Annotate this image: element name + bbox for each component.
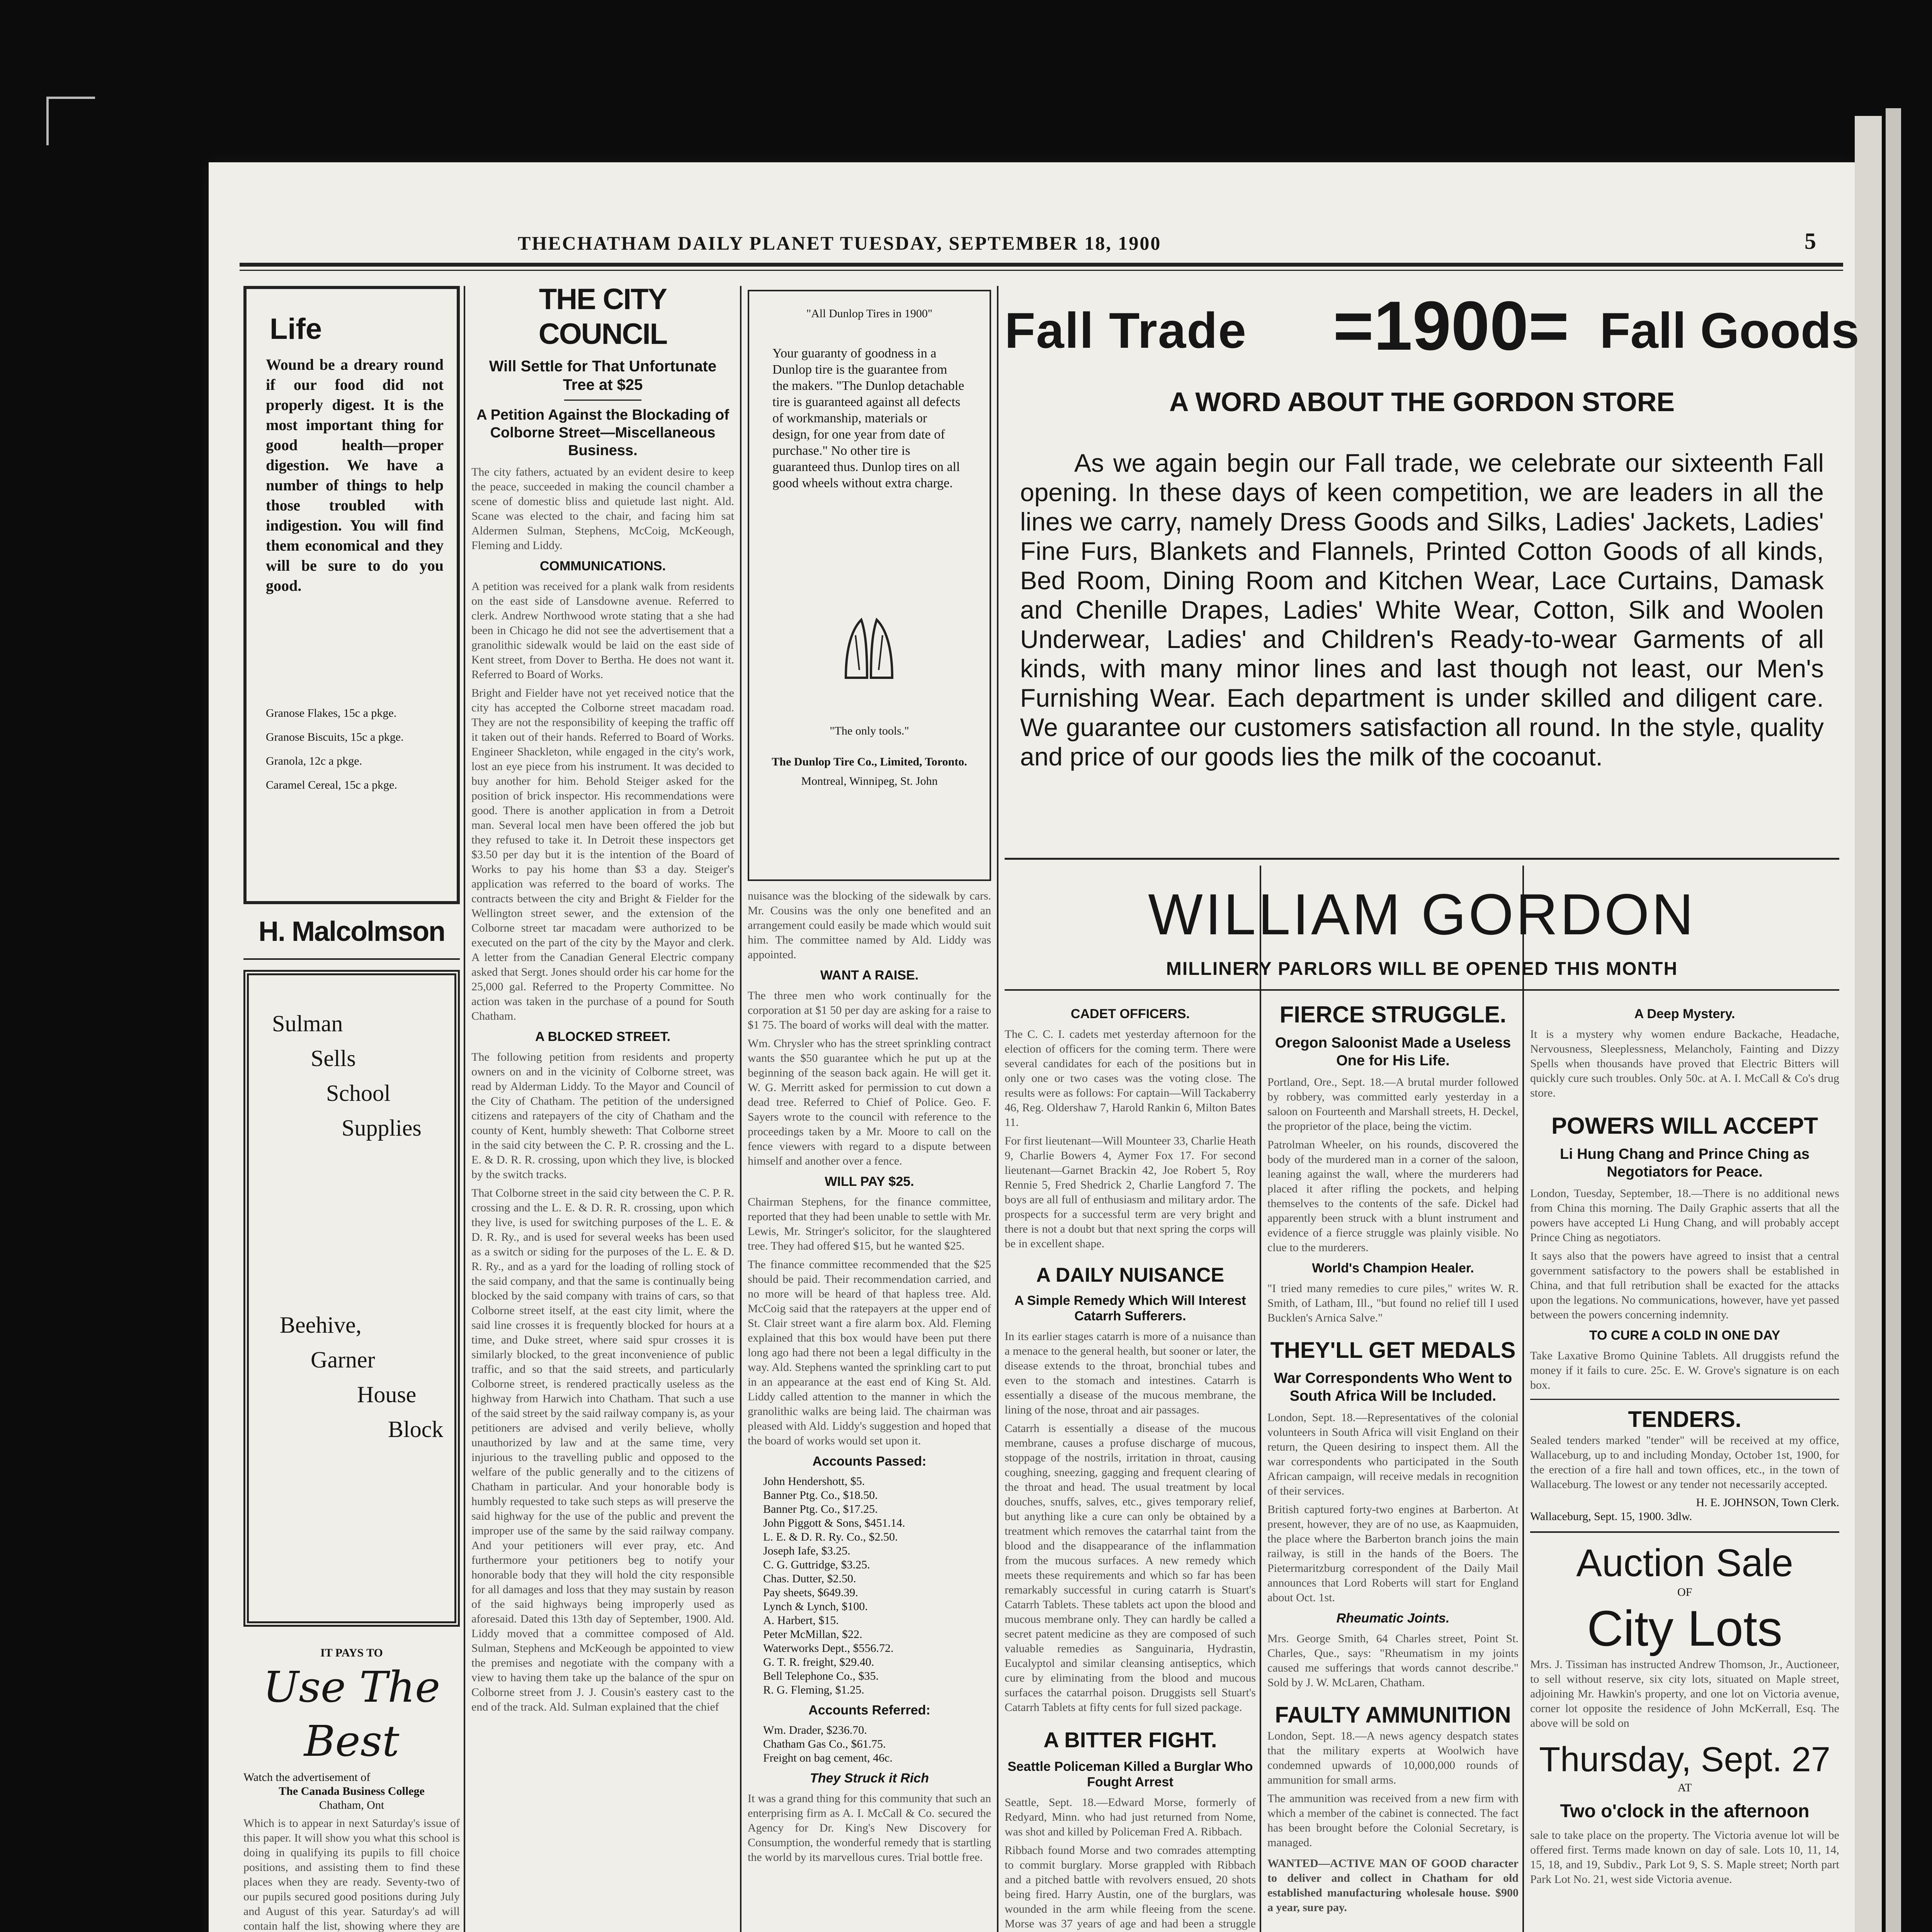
fall-trade-year: =1900= — [1333, 287, 1569, 365]
page-edge — [1886, 108, 1901, 1932]
dunlop-ad-body: Your guaranty of goodness in a Dunlop tire is the guarantee from the makers. "The Dunlop detachable tire is guaranteed against all defects of workmanship, materials or design, for one year from date of purchase." No other tire is guaranteed thus. Dunlop tires on all good wheels without extra charge. — [772, 346, 964, 490]
business-college-body: Which is to appear in next Saturday's issue of this paper. It will show you what this school is doing in qualifying its pupils to fill choice positions, and assisting them to find these places when they are ready. Seventy-two of our pupils secured good positions during July and August of this year. Saturday's ad will contain half the list, showing where they are — [243, 1817, 460, 1932]
wanted-notice: WANTED—ACTIVE MAN OF GOOD character to deliver and collect in Chatham for old established manufacturing wholesale house. $900 a year, sure pay. — [1267, 1857, 1519, 1914]
daily-nuisance-headline: A DAILY NUISANCE — [1036, 1264, 1225, 1286]
column-seven: A Deep Mystery. It is a mystery why women endure Backache, Headache, Nervousness, Sleeplessness, Melancholy, Fainting and Dizzy Spells when thousands have proved that Electric Bitters will quickly cure such troubles. Only 50c. at A. I. McCall & Co's drug store. POWERS WILL ACCEPT Li Hung Chang and Prince Ching as Negotiators for Peace. London, Tuesday, September, 18.—There is no additional news from China this morning. The Daily Graphic asserts that all the powers have accepted Li Hung Chang, and will probably accept Prince Ching as negotiators. It says also that the powers have agreed to insist that a central government satisfactory to the powers shall be established in China, and that full retribution shall be exacted for the attacks upon the legations. No communications, however, have yet passed between the powers concerning indemnity. TO CURE A COLD IN ONE DAY Take Laxative Bromo Quinine Tablets. All druggists refund the money if it fails to cure. 25c. E. W. Grove's signature is on each box. TENDERS. Sealed tenders marked "tender" will be received at my office, Wallaceburg, up to and including Monday, October 1st, 1900, for the erection of a fire hall and town offices, etc., in the town of Wallaceburg. The lowest or any tender not necessarily accepted. H. E. JOHNSON, Town Clerk. Wallaceburg, Sept. 15, 1900. 3dlw. Auction Sale OF City Lots Mrs. J. Tissiman has instructed Andrew Thomson, Jr., Auctioneer, to sell without reserve, six city lots, situated on Maple street, adjoining Mr. Hawkin's property, and one lot on Victoria avenue, corner lot opposite the residence of John McKerrall, Esq. The above will be sold on Thursday, Sept. 27 AT Two o'clock in the afternoon sale to take place on the property. The Victoria avenue lot will be offered first. Terms made known on day of sale. Lots 10, 11, 14, 15, 18, and 19, Subdiv., Park Lot 9, S. S. Maple street; North part Park Lot No. 21, west side Victoria avenue. — [1530, 1007, 1839, 1886]
powers-headline: POWERS WILL ACCEPT — [1551, 1113, 1818, 1139]
accounts-referred-list: Wm. Drader, $236.70. Chatham Gas Co., $61.75. Freight on bag cement, 46c. — [763, 1724, 893, 1764]
accounts-passed-list: John Hendershott, $5. Banner Ptg. Co., $18.50. Banner Ptg. Co., $17.25. John Piggott & Sons, $451.14. L. E. & D. R. Ry. Co., $2.50. Joseph Iafe, $3.25. C. G. Guttridge, $3.25. Chas. Dutter, $2.50. Pay sheets, $649.39. Lynch & Lynch, $100. A. Harbert, $15. Peter McMillan, $22. Waterworks Dept., $556.72. G. T. R. freight, $29.40. Bell Telephone Co., $35. R. G. Fleming, $1.25. — [763, 1475, 905, 1696]
divider — [243, 958, 460, 960]
business-college-kicker: IT PAYS TO — [320, 1646, 383, 1659]
bitter-fight-headline: A BITTER FIGHT. — [1043, 1728, 1217, 1752]
auction-time: Two o'clock in the afternoon — [1560, 1801, 1810, 1821]
life-ad-body: Wound be a dreary round if our food did not properly digest. It is the most important thing for good health—proper digestion. We have a number of things to help those troubled with indigestion. You will find them economical and they will be sure to do you good. — [266, 356, 444, 594]
newspaper-page — [209, 162, 1859, 1932]
column-rule — [464, 286, 465, 1932]
page-number: 5 — [1804, 228, 1817, 254]
millinery-notice: MILLINERY PARLORS WILL BE OPENED THIS MONTH — [1166, 959, 1678, 979]
fall-trade-right: Fall Goods — [1600, 302, 1859, 359]
malcolmson-signature: H. Malcolmson — [258, 916, 445, 947]
life-ad-item: Granola, 12c a pkge. — [266, 755, 362, 767]
column-rule — [1522, 866, 1524, 1932]
life-ad-item: Granose Flakes, 15c a pkge. — [266, 707, 397, 719]
tenders-headline: TENDERS. — [1628, 1407, 1742, 1432]
auction-sale-headline: Auction Sale — [1576, 1541, 1793, 1585]
medals-headline: THEY'LL GET MEDALS — [1270, 1338, 1516, 1363]
business-college-ad: IT PAYS TO Use The Best Watch the advertisement of The Canada Business College Chatham, Ont Which is to appear in next Saturday's issue of this paper. It will show you what this school is doing in qualifying its pupils to fill choice positions, and assisting them to find these places when they are ready. Seventy-two of our pupils secured good positions during July and August of this year. Saturday's ad will contain half the list, showing where they are — [243, 1646, 460, 1932]
auction-date: Thursday, Sept. 27 — [1539, 1740, 1830, 1779]
column-rule — [740, 286, 742, 1932]
sulman-ad — [243, 970, 460, 1627]
faulty-ammunition-headline: FAULTY AMMUNITION — [1275, 1702, 1511, 1728]
crop-mark — [46, 97, 95, 145]
masthead-rule — [240, 263, 1843, 267]
life-ad-items — [266, 706, 444, 802]
gordon-store-ad — [1005, 286, 1859, 858]
life-ad — [243, 286, 460, 904]
gordon-store-subhead: A WORD ABOUT THE GORDON STORE — [1169, 387, 1675, 417]
column-six: FIERCE STRUGGLE. Oregon Saloonist Made a Useless One for His Life. Portland, Ore., Sept. 18.—A brutal murder followed by robbery, was committed early yesterday in a saloon on Fourteenth and Marshall streets, H. Deckel, the proprietor of the place, being the victim. Patrolman Wheeler, on his rounds, discovered the body of the murdered man in a corner of the saloon, leaning against the wall, where the murderers had placed it after rifling the pockets, and helping themselves to the contents of the safe. Dickel had apparently been struck with a blunt instrument and evidence of a fierce struggle was plainly visible. No clue to the murderers. World's Champion Healer. "I tried many remedies to cure piles," writes W. R. Smith, of Latham, Ill., "but found no relief till I used Bucklen's Arnica Salve." THEY'LL GET MEDALS War Correspondents Who Went to South Africa Will be Included. London, Sept. 18.—Representatives of the colonial volunteers in South Africa will visit England on their return, the Queen desiring to inspect them. All the war correspondents who participated in the South African campaign, will receive medals in recognition of their services. British captured forty-two engines at Barberton. At present, however, they are of no use, as Kaapmuiden, the place where the Barberton branch joins the main railway, is still in the hands of the Boers. The Pietermaritzburg correspondent of the Daily Mail announces that Lord Roberts will start for England about Oct. 1st. Rheumatic Joints. Mrs. George Smith, 64 Charles street, Point St. Charles, Que., says: "Rheumatism in my joints caused me sufferings that words cannot describe." Sold by J. W. McLaren, Chatham. FAULTY AMMUNITION London, Sept. 18.—A news agency despatch states that the military experts at Woolwich have condemned upwards of 10,000,000 rounds of ammunition for small arms. The ammunition was received from a new firm with which a member of the cabinet is connected. The fact has been brought before the Colonial Secretary, is managed. WANTED—ACTIVE MAN OF GOOD character to deliver and collect in Chatham for old established manufacturing wholesale house. $900 a year, sure pay. — [1267, 1001, 1519, 1932]
william-gordon-name: WILLIAM GORDON — [1148, 882, 1696, 947]
column-rule — [997, 286, 998, 1932]
life-ad-item: Caramel Cereal, 15c a pkge. — [266, 779, 397, 791]
page-edge — [1855, 116, 1882, 1932]
life-ad-title: Life — [270, 313, 322, 345]
sulman-ad-text: Sulman Sells School Supplies Beehive, Garner House Block — [272, 1011, 444, 1442]
city-lots-headline: City Lots — [1587, 1600, 1782, 1656]
column-rule — [1260, 866, 1261, 1932]
business-college-name: The Canada Business College — [279, 1785, 425, 1798]
gordon-store-body: As we again begin our Fall trade, we celebrate our sixteenth Fall opening. In these days of keen competition, we are leaders in all the lines we carry, namely Dress Goods and Silks, Ladies' Jackets, Ladies' Fine Furs, Blankets and Flannels, Printed Cotton Goods of all kinds, Bed Room, Dining Room and Kitchen Wear, Lace Curtains, Damask and Chenille Drapes, Ladies' White Wear, Cotton, Silk and Woolen Underwear, Ladies' and Children's Ready-to-wear Garments of all kinds, with many minor lines and last though not least, our Men's Furnishing Wear. Each department is under skilled and diligent care. We guarantee our customers satisfaction all round. In the style, quality and price of our goods lies the milk of the cocoanut. — [1020, 449, 1824, 771]
tools-hands-icon — [830, 608, 908, 685]
council-continued: nuisance was the blocking of the sidewalk by cars. Mr. Cousins was the only one benefited and an arrangement could easily be made which would suit him. The committee named by Ald. Liddy was appointed. WANT A RAISE. The three men who work continually for the corporation at $1 50 per day are asking for a raise to $1 75. The board of works will deal with the matter. Wm. Chrysler who has the street sprinkling contract wants the $50 guarantee which he put up at the beginning of the season back again. He will get it. W. G. Merritt asked for permission to cut down a dead tree. Referred to Chief of Police. Geo. F. Sayers wrote to the council with reference to the proceedings taken by a Mr. Moore to call on the fence viewers with regard to a dispute between himself and another over a fence. WILL PAY $25. Chairman Stephens, for the finance committee, reported that they had been unable to settle with Mr. Lewis, Mr. Stringer's solicitor, for the slaughtered tree. They had offered $15, but he wanted $25. The finance committee recommended that the $25 should be paid. Their recommendation carried, and no more will be heard of that hapless tree. Ald. McCoig said that the ratepayers at the upper end of St. Clair street want a fire alarm box. Ald. Fleming explained that this box would have been put there long ago had there not been a legal difficulty in the way. Ald. Stephens wanted the sprinkling cart to put in an appearance at the east end of King St. Ald. Liddy called attention to the manner in which the granolithic walks are being laid. The chairman was pleased with Ald. Liddy's suggestion and hoped that the board of works would set upon it. Accounts Passed: John Hendershott, $5. Banner Ptg. Co., $18.50. Banner Ptg. Co., $17.25. John Piggott & Sons, $451.14. L. E. & D. R. Ry. Co., $2.50. Joseph Iafe, $3.25. C. G. Guttridge, $3.25. Chas. Dutter, $2.50. Pay sheets, $649.39. Lynch & Lynch, $100. A. Harbert, $15. Peter McMillan, $22. Waterworks Dept., $556.72. G. T. R. freight, $29.40. Bell Telephone Co., $35. R. G. Fleming, $1.25. Accounts Referred: Wm. Drader, $236.70. Chatham Gas Co., $61.75. Freight on bag cement, 46c. They Struck it Rich It was a grand thing for this community that such an enterprising firm as A. I. McCall & Co. secured the Agency for Dr. King's New Discovery for Consumption, the wonderful remedy that is startling the world by its marvellous cures. Trial bottle free. — [748, 889, 991, 1864]
column-five: CADET OFFICERS. The C. C. I. cadets met yesterday afternoon for the election of officers for the coming term. There were several candidates for each of the positions but in only one or two cases was the voting close. The results were as follows: For captain—Will Tackaberry 46, Reg. Oldershaw 7, Harold Rankin 6, Milton Bates 11. For first lieutenant—Will Mounteer 33, Charlie Heath 9, Charlie Bowers 4, Aymer Fox 17. For second lieutenant—Garnet Brackin 42, Joe Robert 5, Roy Rennie 5, Fred Shedrick 2, Charlie Langford 7. The boys are all full of enthusiasm and military ardor. The prospects for a successful term are very bright and there is not a doubt but that next spring the corps will be in excellent shape. A DAILY NUISANCE A Simple Remedy Which Will Interest Catarrh Sufferers. In its earlier stages catarrh is more of a nuisance than a menace to the general health, but sooner or later, the disease extends to the throat, bronchial tubes and even to the stomach and intestines. Catarrh is essentially a disease of the mucous membrane, the lining of the nose, throat and air passages. Catarrh is essentially a disease of the mucous membrane, causes a profuse discharge of mucous, stoppage of the nostrils, irritation in throat, causing coughing, sneezing, gagging and frequent clearing of the throat and head. The usual treatment by local douches, snuffs, salves, etc., gives temporary relief, but anything like a cure can only be obtained by a treatment which removes the catarrhal taint from the blood and the disappearance of the inflammation from the mucous surfaces. A new remedy which meets these requirements and which so far has been remarkably successful in curing catarrh is Stuart's Catarrh Tablets. These tablets act upon the blood and mucous membrane only. They can hardly be called a secret patent medicine as they are composed of such valuable remedies as Sanguinaria, Hydrastin, Eucalyptol and similar cleansing antiseptics, which cure by eliminating from the blood and mucous surfaces the catarrhal poison. Druggists sell Stuart's Catarrh Tablets at fifty cents for full sized package. A BITTER FIGHT. Seattle Policeman Killed a Burglar Who Fought Arrest Seattle, Sept. 18.—Edward Morse, formerly of Redyard, Minn. who had just returned from Nome, was shot and killed by Policeman Fred A. Ribbach. Ribbach found Morse and two comrades attempting to commit burglary. Morse grappled with Ribbach and a pitched battle with revolvers ensued, 20 shots being fired. Harry Austin, one of the burglars, was wounded in the arm while fleeing from the scene. Morse was 37 years of age and had been a struggle — [1005, 1007, 1256, 1930]
masthead-title: THECHATHAM DAILY PLANET TUESDAY, SEPTEMBER 18, 1900 — [518, 232, 1162, 254]
fall-trade-left: Fall Trade — [1005, 302, 1247, 359]
life-ad-item: Granose Biscuits, 15c a pkge. — [266, 731, 404, 743]
city-council-headline: THE CITY COUNCIL — [538, 283, 667, 350]
business-college-script: Use The Best — [263, 1662, 440, 1766]
masthead-rule — [240, 270, 1843, 271]
fierce-struggle-headline: FIERCE STRUGGLE. — [1279, 1002, 1507, 1027]
city-council-article: THE CITY COUNCIL Will Settle for That Unfortunate Tree at $25 A Petition Against the Blockading of Colborne Street—Miscellaneous Business. The city fathers, actuated by an evident desire to keep the peace, succeeded in making the council chamber a scene of domestic bliss and quietude last night. Ald. Scane was elected to the chair, and facing him sat Aldermen Sulman, Stephens, McCoig, McKeough, Fleming and Liddy. COMMUNICATIONS. A petition was received for a plank walk from residents on the east side of Lansdowne avenue. Referred to clerk. Andrew Northwood wrote stating that a she had been in Chicago he did not see the advertisement that a granolithic sidewalk would be laid on the east side of Kent street, from Dover to Bertha. He does not want it. Referred to Board of Works. Bright and Fielder have not yet received notice that the city has accepted the Colborne street macadam road. They are not the responsibility of keeping the traffic off it taken out of their hands. Referred to Board of Works. Engineer Shackleton, while engaged in the city's work, lost an eye piece from his instrument. It was decided to buy another for him. Behold Steiger asked for the position of brick inspector. His recommendations were good. There is another application in from a Detroit man. Several local men have been offered the job but they refused to take it. In Detroit these inspectors get $3.50 per day but it is the intention of the Board of Works to pay his home than $3 a day. Steiger's application was referred to the board of works. The contracts between the city and Bright & Fielder for the Wellington street sewer, and the extension of the Colborne street tar macadam were authorized to be executed on the part of the city by the Mayor and clerk. A letter from the Canadian General Electric company asked that Sergt. Jones should order his car home for the 25,000 gal. Referred to the Property Committee. No action was taken in the purchase of a pound for South Chatham. A BLOCKED STREET. The following petition from residents and property owners on and in the vicinity of Colborne street, was read by Alderman Liddy. To the Mayor and Council of the City of Chatham. The petition of the undersigned citizens and ratepayers of the city of Chatham and the county of Kent, humbly sheweth: That Colborne street in the said city between the C. P. R. crossing and the L. E. & D. R. R. crossing, upon which they live, is blocked by the switch tracks. That Colborne street in the said city between the C. P. R. crossing and the L. E. & D. R. R. crossing, upon which they live, is used for switching purposes of the L. E. & D. R. Ry., and is used for several weeks has been used as a switch or siding for the purposes of the L. E. & D. R. Ry., and as a yard for the loading of rolling stock of the said company, and that the same is continually being blocked by the said company with trains of cars, so that Colborne street itself, at the east city limit, where the said line crosses it is frequently blocked for hours at a time, and Duke street, where said spur crosses it is similarly blocked, to the great inconvenience of public traffic, and so that the said streets, and particularly Colborne street, is rendered practically useless as the highway from Harwich into Chatham. That such a use of the said street by the said railway company is, as your petitioners are advised and verily believe, wholly unauthorized by law and at the same time, very injurious to the travelling public and opposed to the welfare of the public generally and to the citizens of Chatham in particular. And your honorable body is humbly requested to take such steps as will preserve the said highway for the use of the public and prevent the improper use of the same by the said railway company. And your petitioners will ever pray, etc. And furthermore your petitioners beg to notify your honorable body that they will hold the city responsible for all damages and loss that they may sustain by reason of the said highways being improperly used as aforesaid. Dated this 13th day of September, 1900. Ald. Liddy moved that a committee composed of Ald. Sulman, Stephens and McKeough be appointed to view the premises and negotiate with the company with a view to having them take up the balance of the spur on Colborne street from J. J. Cousin's eastery cast to the end of the track. Ald. Sulman explained that the chief — [471, 283, 734, 1713]
dunlop-ad: "All Dunlop Tires in 1900" Your guaranty of goodness in a Dunlop tire is the guarantee from the makers. "The Dunlop detachable tire is guaranteed against all defects of workmanship, materials or design, for one year from date of purchase." No other tire is guaranteed thus. Dunlop tires on all good wheels without extra charge. "The only tools." The Dunlop Tire Co., Limited, Toronto. Montreal, Winnipeg, St. John — [748, 290, 991, 881]
